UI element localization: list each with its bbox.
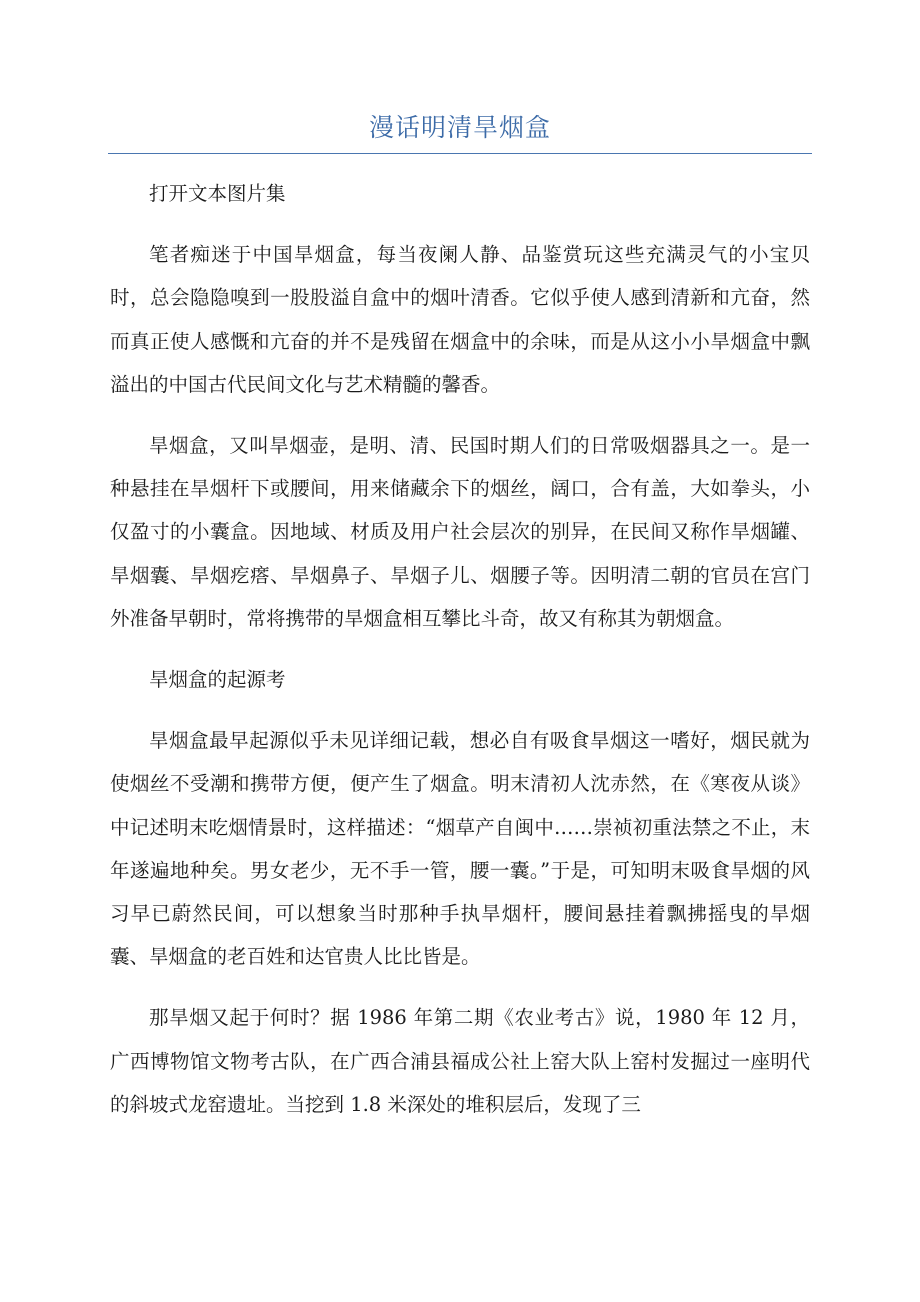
paragraph-intro: 笔者痴迷于中国旱烟盒，每当夜阑人静、品鉴赏玩这些充满灵气的小宝贝时，总会隐隐嗅到一股股溢自盒中的烟叶清香。它似乎使人感到清新和亢奋，然而真正使人感慨和亢奋的并不是残留在烟盒中的余味，而是从这小小旱烟盒中飘溢出的中国古代民间文化与艺术精髓的馨香。 — [110, 243, 810, 396]
paragraph-origin: 旱烟盒最早起源似乎未见详细记载，想必自有吸食旱烟这一嗜好，烟民就为使烟丝不受潮和携带方便，便产生了烟盒。明末清初人沈赤然，在《寒夜从谈》中记述明末吃烟情景时，这样描述：“烟草产自闽中……崇祯初重法禁之不止，末年遂遍地种矣。男女老少，无不手一管，腰一囊。”于是，可知明末吸食旱烟的风习早已蔚然民间，可以想象当时那种手执旱烟杆，腰间悬挂着飘拂摇曳的旱烟囊、旱烟盒的老百姓和达官贵人比比皆是。 — [110, 729, 810, 969]
section-heading-origin: 旱烟盒的起源考 — [149, 668, 286, 692]
document-title: 漫话明清旱烟盒 — [368, 113, 551, 142]
paragraph-definition: 旱烟盒，又叫旱烟壶，是明、清、民国时期人们的日常吸烟器具之一。是一种悬挂在旱烟杆下或腰间，用来储藏余下的烟丝，阔口，合有盖，大如拳头，小仅盈寸的小囊盒。因地域、材质及用户社会层次的别异，在民间又称作旱烟罐、旱烟囊、旱烟疙瘩、旱烟鼻子、旱烟子儿、烟腰子等。因明清二朝的官员在宫门外准备早朝时，常将携带的旱烟盒相互攀比斗奇，故又有称其为朝烟盒。 — [110, 434, 810, 630]
document-body — [110, 172, 810, 1144]
section-heading-album-link: 打开文本图片集 — [149, 182, 286, 205]
title-underline — [108, 153, 812, 154]
paragraph-archaeology: 那旱烟又起于何时？据 1986 年第二期《农业考古》说，1980 年 12 月，广西博物馆文物考古队，在广西合浦县福成公社上窑大队上窑村发掘过一座明代的斜坡式龙窑遗址。当挖到 1.8 米深处的堆积层后，发现了三 — [110, 1006, 810, 1116]
